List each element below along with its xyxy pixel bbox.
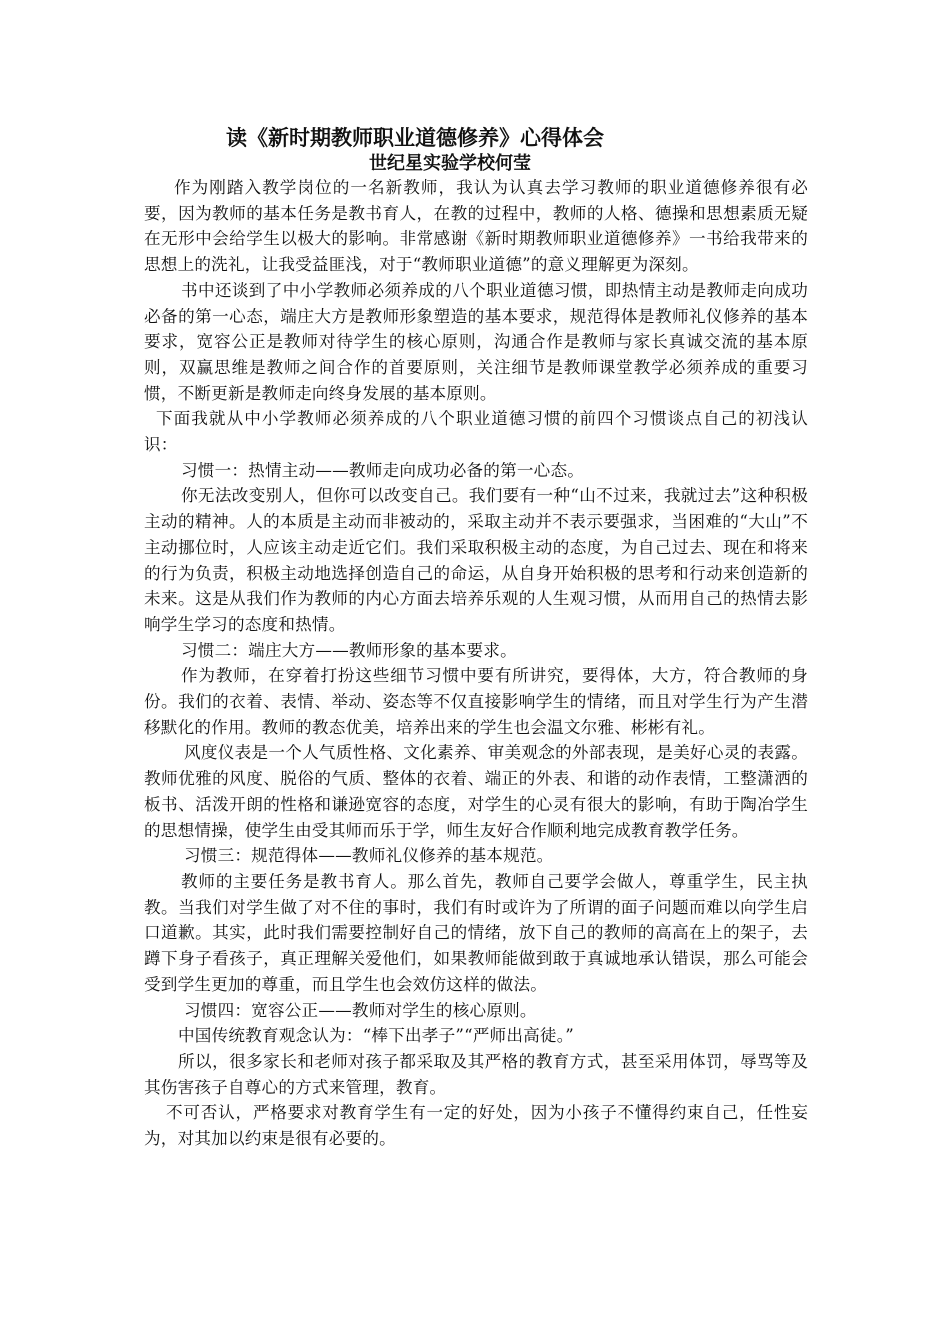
paragraph: 作为刚踏入教学岗位的一名新教师，我认为认真去学习教师的职业道德修养很有必要，因为教师的基本任务是教书育人，在教的过程中，教师的人格、德操和思想素质无疑在无形中会给学生以极大的影响。非常感谢《新时期教师职业道德修养》一书给我带来的思想上的洗礼，让我受益匪浅，对于“教师职业道德”的意义理解更为深刻。 <box>144 178 808 275</box>
paragraph: 风度仪表是一个人气质性格、文化素养、审美观念的外部表现，是美好心灵的表露。教师优雅的风度、脱俗的气质、整体的衣着、端正的外表、和谐的动作表情，工整潇洒的板书、活泼开朗的性格和谦逊宽容的态度，对学生的心灵有很大的影响，有助于陶冶学生的思想情操，使学生由受其师而乐于学，师生友好合作顺利地完成教育教学任务。 <box>144 743 808 840</box>
paragraph: 中国传统教育观念认为：“棒下出孝子”“严师出高徒。” <box>178 1026 574 1046</box>
habit-heading: 习惯一：热情主动——教师走向成功必备的第一心态。 <box>181 460 585 480</box>
habit-heading: 习惯三：规范得体——教师礼仪修养的基本规范。 <box>184 846 554 866</box>
document-title: 读《新时期教师职业道德修养》心得体会 <box>226 126 604 150</box>
paragraph: 你无法改变别人，但你可以改变自己。我们要有一种“山不过来，我就过去”这种积极主动的精神。人的本质是主动而非被动的，采取主动并不表示要强求，当困难的“大山”不主动挪位时，人应该主动走近它们。我们采取积极主动的态度，为自己过去、现在和将来的行为负责，积极主动地选择创造自己的命运，从自身开始积极的思考和行动来创造新的未来。这是从我们作为教师的内心方面去培养乐观的人生观习惯，从而用自己的热情去影响学生学习的态度和热情。 <box>144 486 808 634</box>
document-author: 世纪星实验学校何莹 <box>369 153 531 174</box>
paragraph: 所以，很多家长和老师对孩子都采取及其严格的教育方式，甚至采用体罚，辱骂等及其伤害孩子自尊心的方式来管理，教育。 <box>144 1051 808 1097</box>
paragraph: 不可否认，严格要求对教育学生有一定的好处，因为小孩子不懂得约束自己，任性妄为，对其加以约束是很有必要的。 <box>144 1103 808 1149</box>
document-body <box>144 175 808 1152</box>
paragraph: 教师的主要任务是教书育人。那么首先，教师自己要学会做人，尊重学生，民主执教。当我们对学生做了对不住的事时，我们有时或许为了所谓的面子问题而难以向学生启口道歉。其实，此时我们需要控制好自己的情绪，放下自己的教师的高高在上的架子，去蹲下身子看孩子，真正理解关爱他们，如果教师能做到敢于真诚地承认错误，那么可能会受到学生更加的尊重，而且学生也会效仿这样的做法。 <box>144 871 808 994</box>
habit-heading: 习惯四：宽容公正——教师对学生的核心原则。 <box>184 1000 537 1020</box>
paragraph: 作为教师，在穿着打扮这些细节习惯中要有所讲究，要得体，大方，符合教师的身份。我们的衣着、表情、举动、姿态等不仅直接影响学生的情绪，而且对学生行为产生潜移默化的作用。教师的教态优美，培养出来的学生也会温文尔雅、彬彬有礼。 <box>144 666 808 737</box>
paragraph: 下面我就从中小学教师必须养成的八个职业道德习惯的前四个习惯谈点自己的初浅认识： <box>144 409 808 455</box>
habit-heading: 习惯二：端庄大方——教师形象的基本要求。 <box>181 640 517 660</box>
paragraph: 书中还谈到了中小学教师必须养成的八个职业道德习惯，即热情主动是教师走向成功必备的第一心态，端庄大方是教师形象塑造的基本要求，规范得体是教师礼仪修养的基本要求，宽容公正是教师对待学生的核心原则，沟通合作是教师与家长真诚交流的基本原则，双赢思维是教师之间合作的首要原则，关注细节是教师课堂教学必须养成的重要习惯，不断更新是教师走向终身发展的基本原则。 <box>144 280 808 403</box>
